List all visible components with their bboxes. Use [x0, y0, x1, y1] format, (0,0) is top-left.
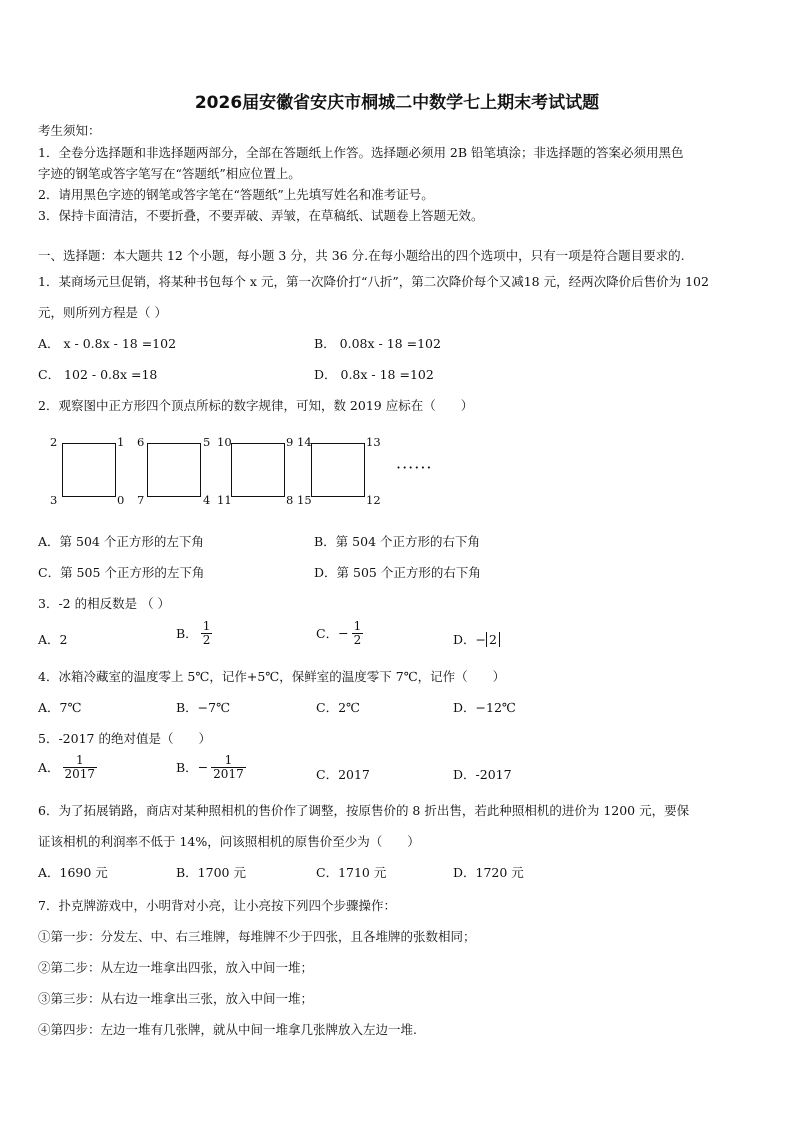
q2-stem: 2．观察图中正方形四个顶点所标的数字规律，可知，数 2019 应标在（ ） [38, 398, 474, 413]
square-1 [62, 443, 116, 497]
q5-option-a [38, 754, 97, 780]
q5-option-b-label: B． [176, 760, 198, 776]
notice-item-1: 1．全卷分选择题和非选择题两部分，全部在答题纸上作答。选择题必须用 2B 铅笔填涂；非选择题的答案必须用黑色 [38, 145, 684, 160]
exam-title: 2026届安徽省安庆市桐城二中数学七上期末考试试题 [194, 93, 600, 113]
square-4 [311, 443, 365, 497]
q3-option-a: A．2 [38, 632, 68, 647]
notice-item-2: 2．请用黑色字迹的钢笔或答字笔在“答题纸”上先填写姓名和准考证号。 [38, 187, 434, 202]
square-2-bottom-right: 4 [203, 493, 211, 507]
q3-stem: 3．-2 的相反数是 （ ） [38, 596, 171, 611]
q6-option-a: A．1690 元 [38, 865, 108, 880]
square-1-top-right: 1 [117, 435, 125, 449]
q5-option-d: D．-2017 [453, 767, 512, 782]
fraction-denominator: 2 [353, 632, 362, 647]
square-2-top-right: 5 [203, 435, 211, 449]
square-3-bottom-right: 8 [286, 493, 294, 507]
q3-option-c-fraction [352, 620, 364, 646]
fraction-denominator: 2 [202, 632, 211, 647]
q4-option-d: D．−12℃ [453, 700, 516, 715]
q1-stem-line1: 1．某商场元旦促销，将某种书包每个 x 元，第一次降价打“八折”，第二次降价每个又减18 元，经两次降价后售价为 102 [38, 274, 709, 289]
q2-option-c: C．第 505 个正方形的左下角 [38, 565, 205, 580]
fraction-denominator: 2017 [64, 766, 96, 781]
square-4-bottom-right: 12 [366, 493, 381, 507]
q7-stem: 7．扑克牌游戏中，小明背对小亮，让小亮按下列四个步骤操作： [38, 898, 396, 913]
q5-stem: 5．-2017 的绝对值是（ ） [38, 731, 211, 746]
q6-option-d: D．1720 元 [453, 865, 524, 880]
notice-item-3: 3．保持卡面清洁，不要折叠，不要弄破、弄皱，在草稿纸、试题卷上答题无效。 [38, 208, 484, 223]
q6-stem-line2: 证该相机的利润率不低于 14%，问该照相机的原售价至少为（ ） [38, 834, 420, 849]
square-4-bottom-left: 15 [297, 493, 312, 507]
fraction-numerator: 1 [202, 619, 211, 633]
notice-item-1-cont: 字迹的钢笔或答字笔写在“答题纸”相应位置上。 [38, 166, 301, 181]
fraction-numerator: 1 [353, 619, 362, 633]
q5-option-b-fraction [211, 754, 246, 780]
q3-option-c-sign: − [338, 625, 349, 641]
q1-stem-line2: 元，则所列方程是（ ） [38, 305, 167, 320]
square-2 [147, 443, 201, 497]
square-2-bottom-left: 7 [137, 493, 145, 507]
q3-option-b-label: B． [176, 626, 198, 642]
fraction-numerator: 1 [224, 753, 233, 767]
square-2-top-left: 6 [137, 435, 145, 449]
q1-option-a: A． x - 0.8x - 18 =102 [38, 336, 177, 351]
q5-option-a-label: A． [38, 760, 60, 776]
q5-option-c: C．2017 [316, 767, 370, 782]
q1-option-d: D． 0.8x - 18 =102 [314, 367, 434, 382]
q3-option-d-label: D． [453, 632, 476, 647]
q3-option-d [453, 630, 500, 648]
fraction-numerator: 1 [75, 753, 84, 767]
q3-option-d-sign: − [475, 632, 487, 647]
q7-step-4: ④第四步：左边一堆有几张牌，就从中间一堆拿几张牌放入左边一堆. [38, 1022, 417, 1037]
q3-option-c [316, 620, 363, 646]
q2-option-b: B．第 504 个正方形的右下角 [314, 534, 480, 549]
q3-option-b [176, 620, 212, 646]
ellipsis-dots: ······ [396, 458, 433, 477]
q2-option-a: A．第 504 个正方形的左下角 [38, 534, 204, 549]
square-4-top-right: 13 [366, 435, 381, 449]
square-3-top-left: 10 [217, 435, 232, 449]
square-3-top-right: 9 [286, 435, 294, 449]
square-3-bottom-left: 11 [217, 493, 232, 507]
q1-option-c: C． 102 - 0.8x =18 [38, 367, 158, 382]
q7-step-1: ①第一步：分发左、中、右三堆牌，每堆牌不少于四张，且各堆牌的张数相同； [38, 929, 476, 944]
q5-option-b [176, 754, 246, 780]
q4-option-c: C．2℃ [316, 700, 361, 715]
q6-stem-line1: 6．为了拓展销路，商店对某种照相机的售价作了调整，按原售价的 8 折出售，若此种照相机的进价为 1200 元，要保 [38, 803, 690, 818]
square-1-bottom-left: 3 [50, 493, 58, 507]
fraction-denominator: 2017 [213, 766, 244, 781]
absolute-value-expression: 2 [486, 632, 500, 647]
q3-option-b-fraction [201, 620, 213, 646]
q4-stem: 4．冰箱冷藏室的温度零上 5℃，记作+5℃，保鲜室的温度零下 7℃，记作（ ） [38, 669, 506, 684]
q7-step-2: ②第二步：从左边一堆拿出四张，放入中间一堆； [38, 960, 314, 975]
square-3 [231, 443, 285, 497]
q7-step-3: ③第三步：从右边一堆拿出三张，放入中间一堆； [38, 991, 314, 1006]
notice-heading: 考生须知： [38, 123, 101, 138]
q6-option-b: B．1700 元 [176, 865, 246, 880]
square-4-top-left: 14 [297, 435, 312, 449]
q6-option-c: C．1710 元 [316, 865, 387, 880]
q4-option-b: B．−7℃ [176, 700, 231, 715]
square-1-bottom-right: 0 [117, 493, 125, 507]
q5-option-b-sign: − [197, 759, 209, 775]
q3-option-c-label: C． [316, 626, 339, 642]
q1-option-b: B． 0.08x - 18 =102 [314, 336, 441, 351]
section-heading: 一、选择题：本大题共 12 个小题，每小题 3 分，共 36 分.在每小题给出的四个选项中，只有一项是符合题目要求的. [38, 248, 685, 263]
q5-option-a-fraction [63, 754, 98, 780]
q4-option-a: A．7℃ [38, 700, 82, 715]
q2-option-d: D．第 505 个正方形的右下角 [314, 565, 481, 580]
square-1-top-left: 2 [50, 435, 58, 449]
